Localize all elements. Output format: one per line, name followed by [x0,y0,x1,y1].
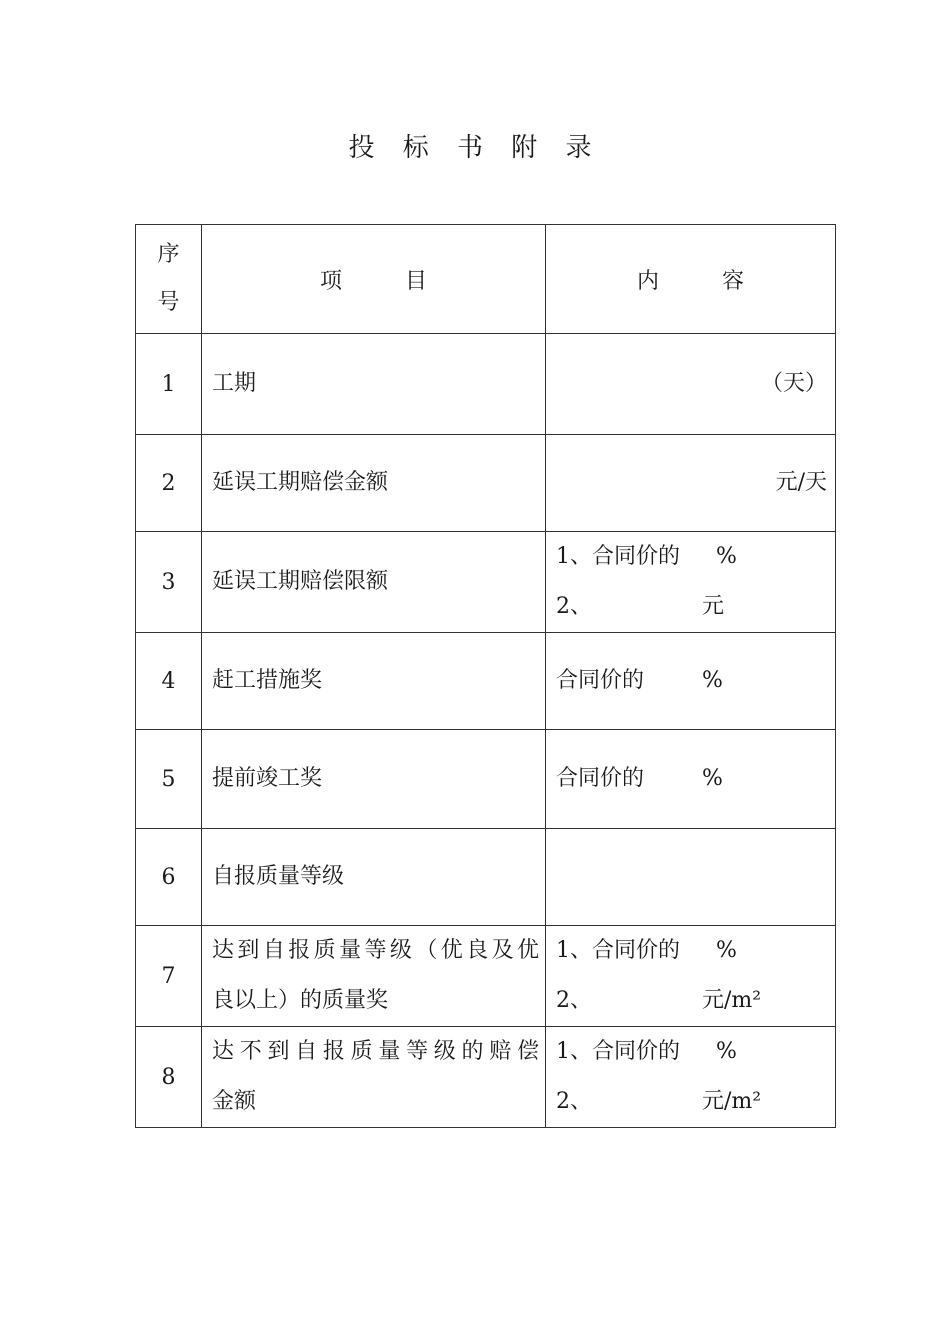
row-item: 自报质量等级 [202,829,546,926]
row-item: 赶工措施奖 [202,633,546,730]
header-no-line2: 号 [157,290,180,315]
row-content [546,532,836,633]
row-content [546,334,836,435]
table-row [136,633,836,730]
row-number: 8 [136,1027,202,1128]
row-item: 提前竣工奖 [202,730,546,829]
row-item: 延误工期赔偿限额 [202,532,546,633]
content-unit: 元 [702,594,725,619]
table-row [136,532,836,633]
content-text: 1、合同价的 [556,1039,680,1064]
content-unit: % [716,1039,737,1064]
header-no-line1: 序 [157,242,180,267]
content-line-2 [556,582,827,632]
table-row [136,1027,836,1128]
content-line-1 [556,1027,827,1077]
content-unit: 元/m² [702,988,762,1013]
row-content [546,829,836,926]
content-text: 1、合同价的 [556,938,680,963]
content-line-1 [556,532,827,582]
row-number: 2 [136,435,202,532]
page-title: 投 标 书 附 录 [348,133,602,163]
content-unit: % [702,668,723,693]
row-content [546,730,836,829]
row-item [202,926,546,1027]
content-line-1 [556,926,827,976]
table-row [136,926,836,1027]
row-content [546,435,836,532]
content-unit: 元/天 [775,470,827,495]
row-content [546,1027,836,1128]
row-content [546,926,836,1027]
header-no [136,225,202,334]
header-item: 项 目 [202,225,546,334]
appendix-table [135,224,836,1128]
content-unit: % [716,544,737,569]
row-number: 4 [136,633,202,730]
row-item: 延误工期赔偿金额 [202,435,546,532]
content-text: 合同价的 [556,766,645,791]
table-header-row [136,225,836,334]
table-row [136,435,836,532]
table-row [136,334,836,435]
content-text: 2、 [556,1089,592,1114]
content-unit: % [716,938,737,963]
content-unit: （天） [760,371,827,396]
row-number: 3 [136,532,202,633]
content-text: 2、 [556,594,592,619]
row-number: 6 [136,829,202,926]
content-unit: 元/m² [702,1089,762,1114]
row-item-line1: 达不到自报质量等级的赔偿 [212,1039,539,1064]
content-text: 1、合同价的 [556,544,680,569]
row-number: 1 [136,334,202,435]
header-content: 内 容 [546,225,836,334]
row-item-line2: 良以上）的质量奖 [212,988,389,1013]
row-item: 工期 [202,334,546,435]
row-item [202,1027,546,1128]
row-content [546,633,836,730]
row-item-line1: 达到自报质量等级（优良及优 [212,938,539,963]
row-number: 7 [136,926,202,1027]
content-unit: % [702,766,723,791]
content-line-2 [556,1077,827,1127]
table-row [136,730,836,829]
row-item-line2: 金额 [212,1089,257,1114]
content-text: 合同价的 [556,668,645,693]
row-number: 5 [136,730,202,829]
table-row [136,829,836,926]
content-line-2 [556,976,827,1026]
content-text: 2、 [556,988,592,1013]
